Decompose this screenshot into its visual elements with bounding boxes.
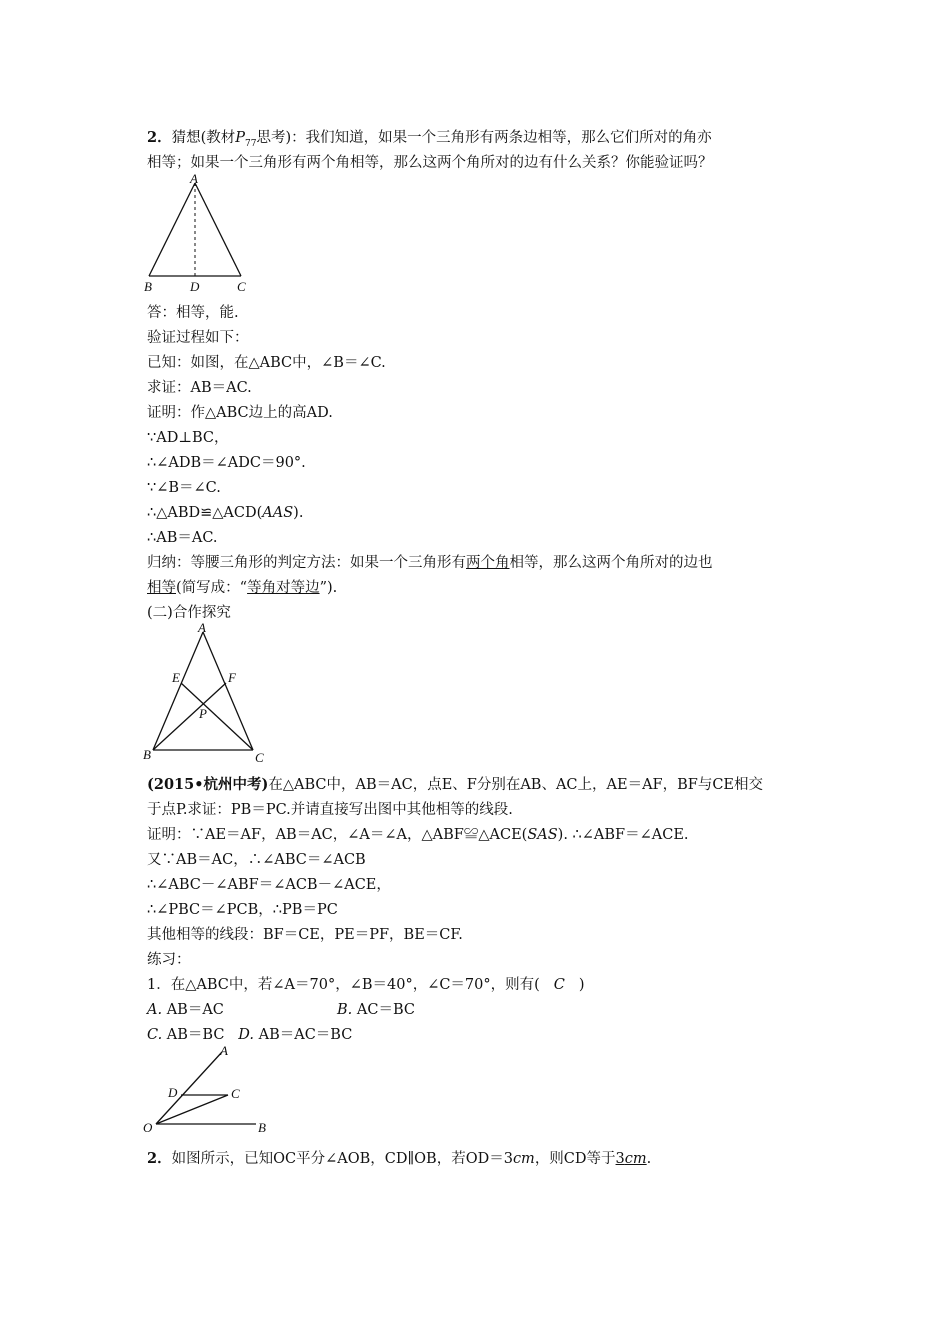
ex1-stem-text: 1．在△ABC中，若∠A＝70°，∠B＝40°，∠C＝70°，则有( — [147, 977, 540, 993]
q2-line2: 相等；如果一个三角形有两个角相等，那么这两个角所对的边有什么关系？你能验证吗？ — [147, 155, 713, 171]
fig2-label-f: F — [228, 670, 236, 685]
ex1-option-b-label: B. — [337, 1002, 353, 1018]
ex2 — [147, 1149, 651, 1169]
fig2-label-p: P — [199, 706, 207, 721]
ex1-answer: C — [553, 977, 565, 993]
ex1-option-a-label: A. — [147, 1002, 163, 1018]
fig1-label-c: C — [237, 279, 246, 294]
induction-text-b: 相等，那么这两个角所对的边也 — [509, 555, 713, 571]
proof1-congruent — [147, 503, 303, 523]
fig1-label-a: A — [190, 171, 198, 186]
proof2-theorem: SAS — [527, 827, 558, 843]
proof2-text-a: 证明：∵AE＝AF，AB＝AC，∠A＝∠A，△ABF≌△ACE( — [147, 827, 528, 843]
proof1-angles-equal: ∵∠B＝∠C. — [147, 480, 221, 496]
induction-blank-2: 相等 — [147, 580, 176, 596]
ex2-text-a: 如图所示，已知OC平分∠AOB，CD∥OB，若OD＝3 — [171, 1151, 513, 1167]
problem-line2: 于点P.求证：PB＝PC.并请直接写出图中其他相等的线段. — [147, 802, 513, 818]
ex1-options-cd — [147, 1025, 352, 1045]
section-cooperative-exploration: (二)合作探究 — [147, 605, 231, 621]
q2-line1 — [147, 128, 712, 154]
problem-source: (2015•杭州中考) — [147, 776, 269, 793]
ex1-option-d-label: D. — [238, 1027, 254, 1043]
proof2-line3: ∴∠ABC－∠ABF＝∠ACB－∠ACE， — [147, 877, 391, 893]
cong-text-a: ∴△ABD≌△ACD( — [147, 505, 263, 521]
fig3-label-o: O — [143, 1120, 153, 1135]
ex2-text-b: ，则CD等于 — [534, 1151, 616, 1167]
fig3-label-b: B — [258, 1120, 266, 1135]
proof2-line4: ∴∠PBC＝∠PCB，∴PB＝PC — [147, 902, 338, 918]
induction-blank-1: 两个角 — [466, 555, 510, 571]
induction-text-d: ”). — [319, 580, 338, 596]
proof2-line2: 又∵AB＝AC，∴∠ABC＝∠ACB — [147, 852, 366, 868]
proof2-text-c: ). ∴∠ABF＝∠ACE. — [557, 827, 689, 843]
proof1-right-angles: ∴∠ADB＝∠ADC＝90°. — [147, 455, 306, 471]
induction-line2 — [147, 578, 337, 598]
ex1-stem — [147, 975, 585, 995]
induction-text-c: (简写成：“ — [176, 580, 248, 596]
fig3-label-a: A — [220, 1043, 228, 1058]
proof2-line1 — [147, 825, 689, 845]
ex1-option-c: AB＝BC — [166, 1027, 225, 1043]
proof1-prove: 求证：AB＝AC. — [147, 380, 252, 396]
induction-text-a: 归纳：等腰三角形的判定方法：如果一个三角形有 — [147, 555, 466, 571]
proof1-perp: ∵AD⊥BC， — [147, 430, 229, 446]
ex1-options-ab — [147, 1000, 224, 1020]
ex1-option-b-wrap — [337, 1000, 415, 1020]
ex1-option-d: AB＝AC＝BC — [258, 1027, 353, 1043]
ex2-unit-1: cm — [512, 1151, 535, 1167]
answer: 答：相等，能. — [147, 305, 239, 321]
fig1-label-d: D — [190, 279, 200, 294]
ex1-option-a: AB＝AC — [166, 1002, 224, 1018]
q2-text-b: 思考)：我们知道，如果一个三角形有两条边相等，那么它们所对的角亦 — [256, 130, 712, 146]
problem-line1 — [147, 775, 763, 795]
cong-text-c: ). — [293, 505, 304, 521]
proof2-line5: 其他相等的线段：BF＝CE，PE＝PF，BE＝CF. — [147, 927, 463, 943]
ex2-answer-unit: cm — [624, 1151, 647, 1167]
practice-title: 练习： — [147, 952, 191, 968]
proof1-conclusion: ∴AB＝AC. — [147, 530, 218, 546]
cong-theorem: AAS — [262, 505, 294, 521]
ex1-close: ) — [578, 977, 585, 993]
fig3-label-c: C — [231, 1086, 240, 1101]
ex2-answer — [616, 1151, 647, 1167]
q2-page-sub: 77 — [245, 138, 257, 149]
induction-blank-3: 等角对等边 — [247, 580, 320, 596]
fig2-label-e: E — [172, 670, 180, 685]
proof1-start: 证明：作△ABC边上的高AD. — [147, 405, 333, 421]
q2-text-a: 猜想(教材 — [171, 130, 236, 146]
fig2-label-b: B — [143, 747, 151, 762]
ex1-option-b: AC＝BC — [356, 1002, 415, 1018]
fig3-label-d: D — [168, 1085, 178, 1100]
q2-page-p: P — [235, 130, 246, 146]
fig1-label-b: B — [144, 279, 152, 294]
ex2-end: . — [646, 1151, 652, 1167]
proof1-given: 已知：如图，在△ABC中，∠B＝∠C. — [147, 355, 386, 371]
fig2-label-a: A — [198, 620, 206, 635]
verify-title: 验证过程如下： — [147, 330, 249, 346]
ex2-number: 2． — [147, 1150, 172, 1167]
problem-text-1: 在△ABC中，AB＝AC，点E、F分别在AB、AC上，AE＝AF，BF与CE相交 — [268, 777, 764, 793]
q2-number: 2． — [147, 129, 172, 146]
fig2-label-c: C — [255, 750, 264, 765]
ex2-answer-num: 3 — [615, 1151, 625, 1167]
induction-line1 — [147, 553, 713, 573]
ex1-option-c-label: C. — [147, 1027, 163, 1043]
